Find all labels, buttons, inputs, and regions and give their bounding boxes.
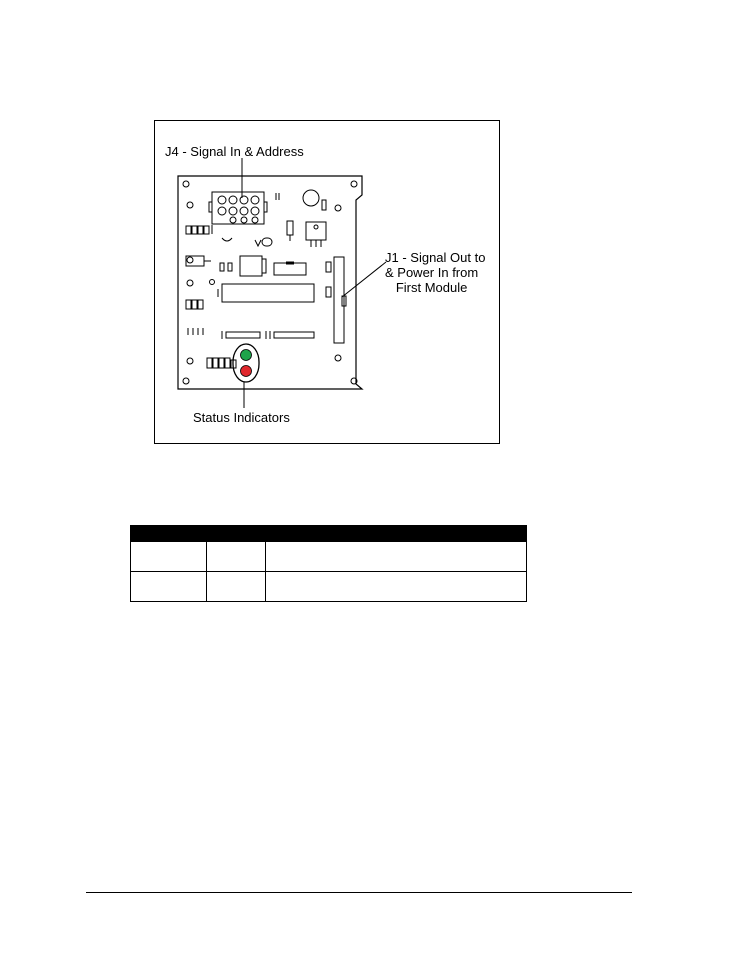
spec-table <box>130 525 527 602</box>
status-indicators-label: Status Indicators <box>193 410 290 425</box>
table-cell <box>266 572 527 602</box>
table-row <box>131 542 527 572</box>
mounting-hole <box>210 280 215 285</box>
table-header-cell <box>266 526 527 542</box>
mounting-hole <box>335 205 341 211</box>
mounting-hole <box>187 257 193 263</box>
leader-j1 <box>342 262 386 297</box>
j1-callout-label: J1 - Signal Out to & Power In from First Module <box>385 250 486 295</box>
j4-callout-label: J4 - Signal In & Address <box>165 144 304 159</box>
table-header-cell <box>207 526 266 542</box>
table-cell <box>131 572 207 602</box>
table-cell <box>266 542 527 572</box>
mounting-hole <box>187 280 193 286</box>
table-cell <box>207 572 266 602</box>
mounting-hole <box>183 181 189 187</box>
status-led-green <box>241 350 252 361</box>
table-cell <box>207 542 266 572</box>
table-row <box>131 572 527 602</box>
mounting-hole <box>335 355 341 361</box>
mounting-hole <box>187 358 193 364</box>
j4-connector <box>209 192 267 224</box>
status-led-red <box>241 366 252 377</box>
table-header-row <box>131 526 527 542</box>
mounting-hole <box>187 202 193 208</box>
mounting-hole <box>351 181 357 187</box>
mounting-hole <box>183 378 189 384</box>
table-cell <box>131 542 207 572</box>
table-header-cell <box>131 526 207 542</box>
ic-chip <box>222 284 314 302</box>
capacitor <box>303 190 319 206</box>
footer-rule <box>86 892 632 893</box>
